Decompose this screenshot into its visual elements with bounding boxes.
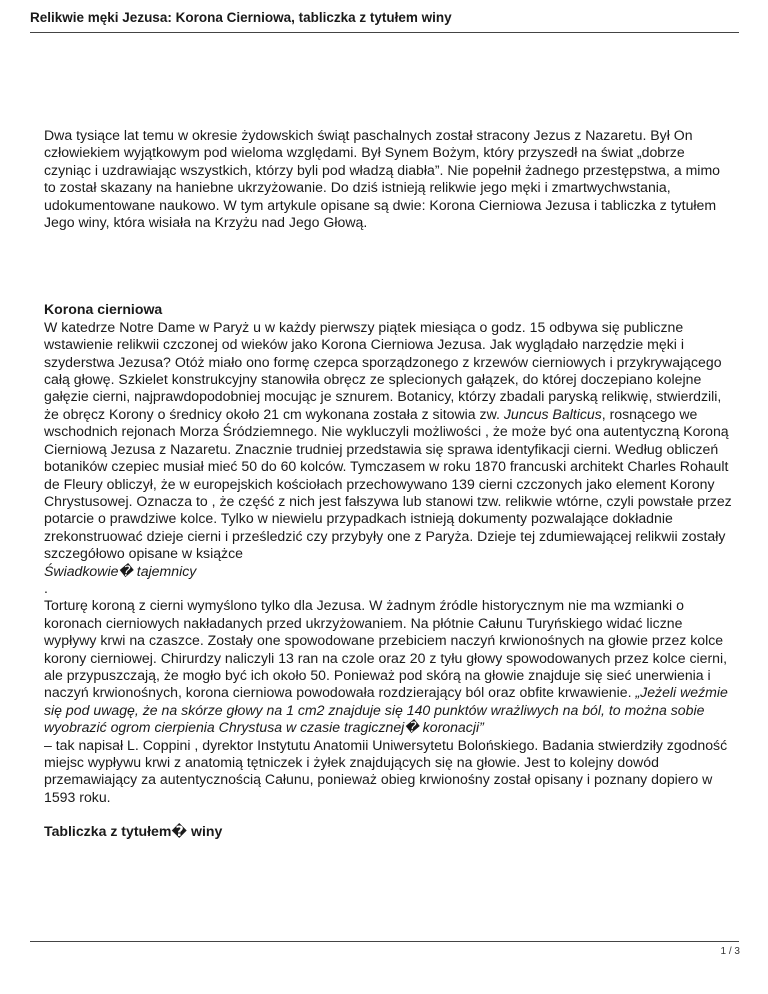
crown-paragraph-1-italic: Juncus Balticus (503, 405, 602, 422)
header-divider (30, 32, 739, 33)
spacer (44, 231, 734, 301)
footer-divider (30, 941, 739, 942)
document-body (44, 127, 734, 841)
section-heading-title-tablet: Tabliczka z tytułem� winy (44, 823, 223, 840)
crown-paragraph-2-continued: – tak napisał L. Coppini , dyrektor Instytutu Anatomii Uniwersytetu Bolońskiego. Badania stwierdziły zgodność miejsc wypływu krwi z anatomią tętniczek i żyłek znajdujących się na głowie. Jest to kolejny dowód przemawiający za autentycznością Całunu, ponieważ obieg krwionośny został opisany i poznany dopiero w 1593 roku. (44, 736, 728, 805)
spacer (44, 806, 734, 823)
crown-paragraph-1 (44, 319, 734, 563)
crown-paragraph-1-part-b: , rosnącego we wschodnich rejonach Morza Śródziemnego. Nie wykluczyli możliwości , że może być ona autentyczną Koroną Cierniową Jezusa z Nazaretu. Znacznie trudniej przedstawia się sprawa identyfikacji cierni. Według obliczeń botaników czepiec musiał mieć 50 do 60 kolców. Tymczasem w roku 1870 francuski architekt Charles Rohault de Fleury obliczył, że w europejskich kościołach przechowywano 139 cierni czczonych jako element Korony Chrystusowej. Oznacza to , że część z nich jest fałszywa lub stanowi tzw. relikwie wtórne, czyli powstałe przez potarcie o prawdziwe kolce. Tylko w niewielu przypadkach istnieją dokumenty pozwalające dokładnie zrekonstruować dzieje cierni i prześledzić czy przybyły one z Paryża. Dzieje tej zdumiewającej relikwii zostały szczegółowo opisane w książce (44, 405, 732, 562)
crown-paragraph-1-part-a: W katedrze Notre Dame w Paryż u w każdy pierwszy piątek miesiąca o godz. 15 odbywa się publiczne wstawienie relikwii czczonej od wieków jako Korona Cierniowa Jezusa. Jak wyglądało narzędzie męki i szyderstwa Jezusa? Otóż miało ono formę czepca sporządzonego z krzewów cierniowych i przykrywającego całą głowę. Szkielet konstrukcyjny stanowiła obręcz ze splecionych gałązek, do której doczepiano kolejne gałęzie cierni, najprawdopodobniej mocując je sznurem. Botanicy, którzy zbadali paryską relikwię, stwierdzili, że obręcz Korony o średnicy około 21 cm wykonana została z sitowia zw. (44, 318, 722, 422)
crown-paragraph-2 (44, 597, 734, 736)
crown-paragraph-2-quote: „Jeżeli weźmie się pod uwagę, że na skórze głowy na 1 cm2 znajduje się 140 punktów wrażliwych na ból, to można sobie wyobrazić ogrom cierpienia Chrystusa w czasie tragicznej� koronacji” (44, 684, 728, 736)
book-title: Świadkowie� tajemnicy (44, 562, 197, 579)
page-title: Relikwie męki Jezusa: Korona Cierniowa, tabliczka z tytułem winy (30, 10, 452, 25)
dot-line: . (44, 579, 48, 596)
page-number: 1 / 3 (720, 946, 740, 957)
section-heading-crown: Korona cierniowa (44, 301, 163, 318)
intro-paragraph: Dwa tysiące lat temu w okresie żydowskich świąt paschalnych został stracony Jezus z Nazaretu. Był On człowiekiem wyjątkowym pod wieloma względami. Był Synem Bożym, który przyszedł na świat „dobrze czyniąc i uzdrawiając wszystkich, którzy byli pod władzą diabła”. Nie popełnił żadnego przestępstwa, a mimo to został skazany na haniebne ukrzyżowanie. Do dziś istnieją relikwie jego męki i zmartwychwstania, udokumentowane naukowo. W tym artykule opisane są dwie: Korona Cierniowa Jezusa i tabliczka z tytułem Jego winy, która wisiała na Krzyżu nad Jego Głową. (44, 127, 721, 231)
crown-paragraph-2-part-a: Torturę koroną z cierni wymyślono tylko dla Jezusa. W żadnym źródle historycznym nie ma wzmianki o koronach cierniowych nakładanych przed ukrzyżowaniem. Na płótnie Całunu Turyńskiego widać liczne wypływy krwi na czaszce. Zostały one spowodowane przebiciem naczyń krwionośnych na głowie przez kolce korony cierniowej. Chirurdzy naliczyli 13 ran na czole oraz 20 z tyłu głowy spowodowanych przez kolce cierni, ale przypuszczają, że mogło być ich około 50. Ponieważ pod skórą na głowie znajduje się sieć unerwienia i naczyń krwionośnych, korona cierniowa powodowała rozdzierający ból oraz obfite krwawienie. (44, 597, 728, 701)
